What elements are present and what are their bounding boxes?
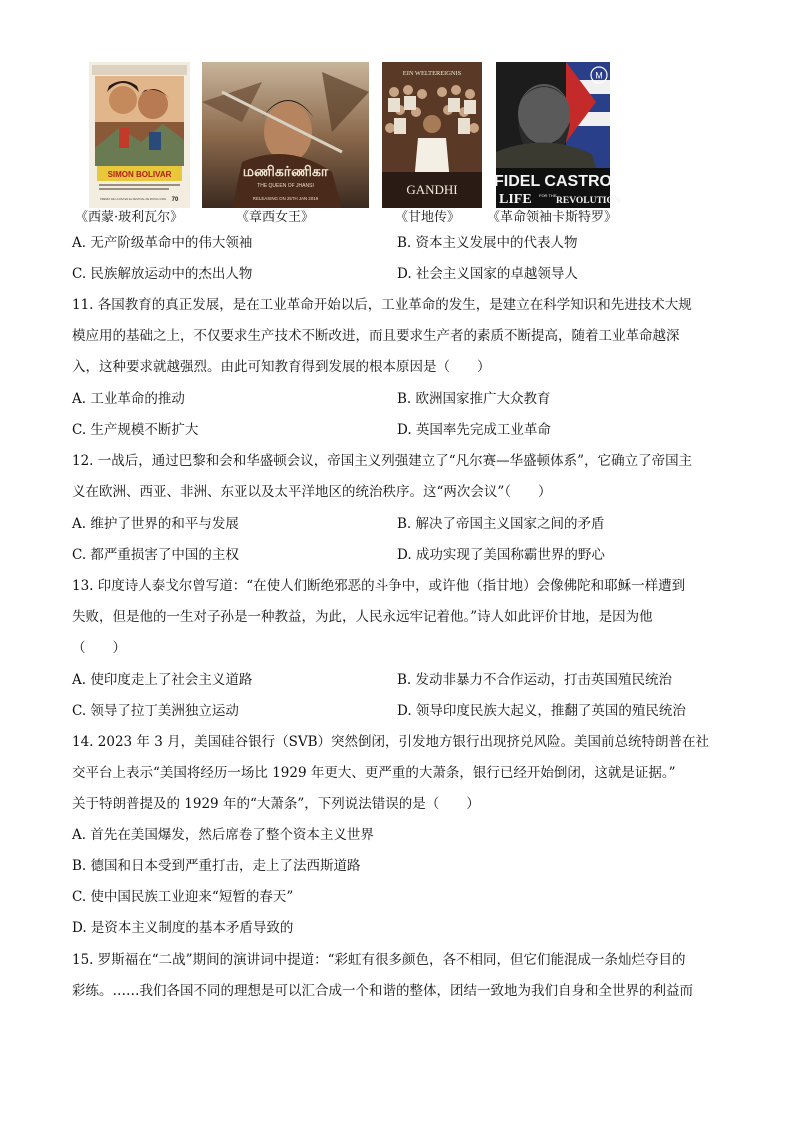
q14-option-c[interactable]: C. 使中国民族工业迎来“短暂的春天” — [72, 889, 294, 905]
q13-stem-line-3: （ ） — [72, 640, 126, 656]
poster-fidel-castro — [494, 62, 621, 208]
q15-stem-line-2: 彩练。……我们各国不同的理想是可以汇合成一个和谐的整体，团结一致地为我们自身和全世界的利益而 — [72, 983, 693, 999]
q13-option-a[interactable]: A. 使印度走上了社会主义道路 — [72, 672, 253, 688]
poster-simon-bolivar — [89, 62, 190, 208]
q13-option-b[interactable]: B. 发动非暴力不合作运动，打击英国殖民统治 — [397, 672, 673, 688]
q14-stem-line-2: 交平台上表示“美国将经历一场比 1929 年更大、更严重的大萧条，银行已经开始倒闭，这就是证据。” — [72, 765, 676, 781]
q11-stem-line-3: 入，这种要求就越强烈。由此可知教育得到发展的根本原因是（ ） — [72, 359, 491, 375]
poster4-revolution: REVOLUTION — [556, 196, 621, 206]
q14-option-a[interactable]: A. 首先在美国爆发，然后席卷了整个资本主义世界 — [72, 827, 374, 843]
poster-captions — [0, 206, 794, 226]
caption-gandhi: 《甘地传》 — [395, 210, 461, 225]
q10-option-a[interactable]: A. 无产阶级革命中的伟大领袖 — [72, 235, 253, 251]
poster2-release: RELEASING ON 25TH JAN 2019 — [252, 196, 319, 201]
q12-option-a[interactable]: A. 维护了世界的和平与发展 — [72, 516, 239, 532]
q11-option-c[interactable]: C. 生产规模不断扩大 — [72, 422, 199, 438]
caption-queen-of-jhansi: 《章西女王》 — [236, 210, 315, 225]
q12-option-c[interactable]: C. 都严重损害了中国的主权 — [72, 547, 239, 563]
q13-stem-line-1: 13. 印度诗人泰戈尔曾写道：“在使人们断绝邪恶的斗争中，或许他（指甘地）会像佛陀和耶稣一样遭到 — [72, 578, 686, 594]
caption-fidel-castro: 《革命领袖卡斯特罗》 — [487, 210, 618, 225]
poster1-number: 70 — [171, 197, 179, 203]
q13-option-d[interactable]: D. 领导印度民族大起义，推翻了英国的殖民统治 — [397, 703, 686, 719]
caption-simon-bolivar: 《西蒙·玻利瓦尔》 — [75, 210, 184, 225]
poster-gandhi — [382, 62, 482, 208]
poster4-title: FIDEL CASTRO — [494, 173, 612, 190]
q11-stem-line-2: 模应用的基础之上，不仅要求生产技术不断改进，而且要求生产者的素质不断提高，随着工业革命越深 — [72, 328, 680, 344]
q11-option-d[interactable]: D. 英国率先完成工业革命 — [397, 422, 551, 438]
q14-option-d[interactable]: D. 是资本主义制度的基本矛盾导致的 — [72, 920, 294, 936]
poster4-badge: M — [595, 70, 603, 81]
q12-option-d[interactable]: D. 成功实现了美国称霸世界的野心 — [397, 547, 605, 563]
q12-stem-line-2: 义在欧洲、西亚、非洲、东亚以及太平洋地区的统治秩序。这“两次会议”（ ） — [72, 484, 552, 500]
poster-row — [0, 62, 794, 208]
q12-stem-line-1: 12. 一战后，通过巴黎和会和华盛顿会议，帝国主义列强建立了“凡尔赛—华盛顿体系”，它确立了帝国主 — [72, 453, 693, 469]
q10-option-d[interactable]: D. 社会主义国家的卓越领导人 — [397, 266, 578, 282]
q11-stem-line-1: 11. 各国教育的真正发展，是在工业革命开始以后，工业革命的发生，是建立在科学知识和先进技术大规 — [72, 297, 692, 313]
poster4-life: LIFE — [499, 192, 532, 207]
q14-option-b[interactable]: B. 德国和日本受到严重打击，走上了法西斯道路 — [72, 858, 361, 874]
poster-queen-of-jhansi — [202, 62, 369, 208]
poster2-title: மணிகர்ணிகா — [242, 164, 329, 180]
poster2-subtitle: THE QUEEN OF JHANSI — [257, 183, 314, 189]
q11-option-b[interactable]: B. 欧洲国家推广大众教育 — [397, 391, 551, 407]
q15-stem-line-1: 15. 罗斯福在“二战”期间的演讲词中提道：“彩虹有很多颜色，各不相同，但它们能混成一条灿烂夺目的 — [72, 952, 686, 968]
poster1-title: SIMON BOLIVAR — [107, 170, 172, 179]
poster4-forthe: FOR THE — [539, 193, 557, 198]
q14-stem-line-1: 14. 2023 年 3 月，美国硅谷银行（SVB）突然倒闭，引发地方银行出现挤兑风险。美国前总统特朗普在社 — [72, 734, 709, 750]
poster3-tagline: EIN WELTEREIGNIS — [402, 70, 462, 77]
q14-stem-line-3: 关于特朗普提及的 1929 年的“大萧条”，下列说法错误的是（ ） — [72, 796, 480, 812]
q13-option-c[interactable]: C. 领导了拉丁美洲独立运动 — [72, 703, 239, 719]
poster1-award: PREMIO DE LA PAZ EN EL FESTIVAL DE MOSCU 1969 — [100, 198, 166, 201]
poster3-title: GANDHI — [406, 182, 458, 197]
q10-option-b[interactable]: B. 资本主义发展中的代表人物 — [397, 235, 578, 251]
q11-option-a[interactable]: A. 工业革命的推动 — [72, 391, 185, 407]
q13-stem-line-2: 失败，但是他的一生对子孙是一种教益，为此，人民永远牢记着他。”诗人如此评价甘地，是因为他 — [72, 609, 653, 625]
q12-option-b[interactable]: B. 解决了帝国主义国家之间的矛盾 — [397, 516, 605, 532]
q10-option-c[interactable]: C. 民族解放运动中的杰出人物 — [72, 266, 253, 282]
